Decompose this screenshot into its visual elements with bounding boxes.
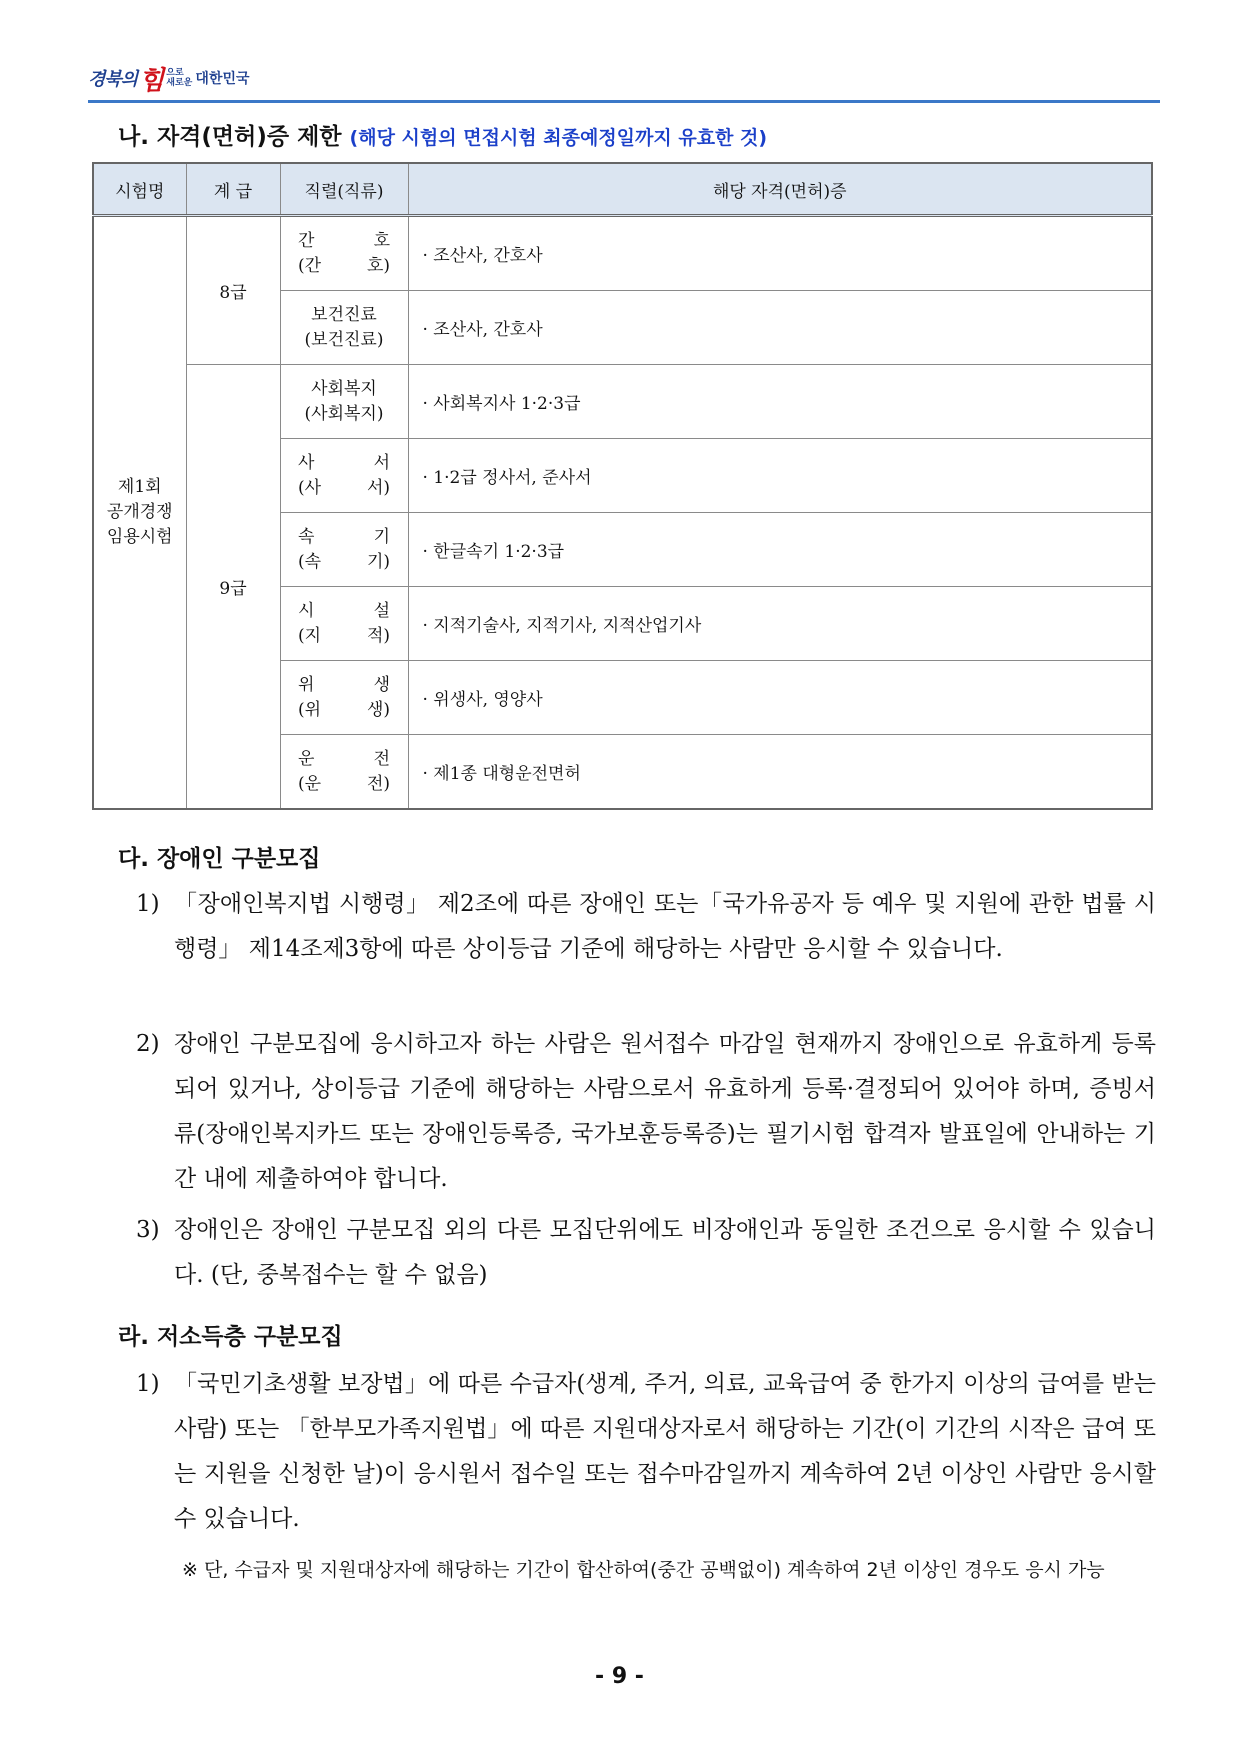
position-cell: 보건진료 (보건진료) (280, 291, 408, 365)
position-cell: 간 호 (간 호) (280, 216, 408, 291)
header-exam-name: 시험명 (93, 163, 186, 216)
grade-cell: 8급 (186, 216, 280, 365)
position-cell: 속 기 (속 기) (280, 513, 408, 587)
page-number: - 9 - (595, 1664, 644, 1689)
header-divider (88, 100, 1160, 103)
item-number: 3) (136, 1217, 160, 1243)
license-cell: · 사회복지사 1·2·3급 (408, 365, 1152, 439)
table-row (93, 216, 1152, 291)
header-grade: 계 급 (186, 163, 280, 216)
logo-small-line2: 새로운 (166, 78, 193, 88)
position-cell: 시 설 (지 적) (280, 587, 408, 661)
header-license: 해당 자격(면허)증 (408, 163, 1152, 216)
license-cell: · 지적기술사, 지적기사, 지적산업기사 (408, 587, 1152, 661)
position-cell: 사회복지 (사회복지) (280, 365, 408, 439)
license-cell: · 1·2급 정사서, 준사서 (408, 439, 1152, 513)
position-cell: 사 서 (사 서) (280, 439, 408, 513)
section-ra-title: 라. 저소득층 구분모집 (118, 1324, 343, 1350)
item-text: 장애인은 장애인 구분모집 외의 다른 모집단위에도 비장애인과 동일한 조건으로 응시할 수 있습니다. (단, 중복접수는 할 수 없음) (174, 1217, 1156, 1288)
license-cell: · 한글속기 1·2·3급 (408, 513, 1152, 587)
license-table (92, 162, 1153, 810)
section-da-item-3 (136, 1208, 1156, 1298)
table-header-row (93, 163, 1152, 216)
logo-small-line1: 으로 (166, 68, 184, 78)
license-cell: · 조산사, 간호사 (408, 216, 1152, 291)
item-number: 1) (136, 1371, 160, 1397)
position-cell: 위 생 (위 생) (280, 661, 408, 735)
item-text: 장애인 구분모집에 응시하고자 하는 사람은 원서접수 마감일 현재까지 장애인으로 유효하게 등록되어 있거나, 상이등급 기준에 해당하는 사람으로서 유효하게 등록·결정되어 있어야 하며, 증빙서류(장애인복지카드 또는 장애인등록증, 국가보훈등록증)는 필기시험 합격자 발표일에 안내하는 기간 내에 제출하여야 합니다. (174, 1031, 1156, 1192)
exam-name-line: 임용시험 (106, 527, 173, 547)
section-na-heading (118, 118, 767, 151)
logo-brand: 대한민국 (195, 71, 250, 87)
table-row (93, 365, 1152, 439)
item-text: 「장애인복지법 시행령」 제2조에 따른 장애인 또는「국가유공자 등 예우 및 지원에 관한 법률 시행령」 제14조제3항에 따른 상이등급 기준에 해당하는 사람만 응시할 수 있습니다. (174, 891, 1156, 962)
section-ra-item-1 (136, 1362, 1156, 1542)
section-da-item-2 (136, 1022, 1156, 1202)
item-text: 「국민기초생활 보장법」에 따른 수급자(생계, 주거, 의료, 교육급여 중 한가지 이상의 급여를 받는 사람) 또는 「한부모가족지원법」에 따른 지원대상자로서 해당하는 기간(이 기간의 시작은 급여 또는 지원을 신청한 날)이 응시원서 접수일 또는 접수마감일까지 계속하여 2년 이상인 사람만 응시할 수 있습니다. (174, 1371, 1156, 1532)
section-da-item-1 (136, 882, 1156, 972)
logo-script: 경북의 (88, 69, 138, 90)
section-da-title: 다. 장애인 구분모집 (118, 846, 321, 872)
position-cell: 운 전 (운 전) (280, 735, 408, 810)
grade-cell: 9급 (186, 365, 280, 810)
license-cell: · 제1종 대형운전면허 (408, 735, 1152, 810)
logo-mark: 힘 (139, 65, 165, 96)
item-number: 2) (136, 1031, 160, 1057)
item-number: 1) (136, 891, 160, 917)
section-na-note: (해당 시험의 면접시험 최종예정일까지 유효한 것) (349, 127, 768, 149)
exam-name-line: 제1회 (117, 477, 162, 497)
exam-name-line: 공개경쟁 (106, 502, 173, 522)
exam-name-cell (93, 216, 186, 810)
license-cell: · 조산사, 간호사 (408, 291, 1152, 365)
license-cell: · 위생사, 영양사 (408, 661, 1152, 735)
header-logo (88, 60, 250, 96)
section-na-title: 나. 자격(면허)증 제한 (118, 124, 342, 150)
logo-small-text (166, 68, 192, 88)
header-position: 직렬(직류) (280, 163, 408, 216)
section-ra-note: ※ 단, 수급자 및 지원대상자에 해당하는 기간이 합산하여(중간 공백없이) 계속하여 2년 이상인 경우도 응시 가능 (182, 1559, 1105, 1581)
